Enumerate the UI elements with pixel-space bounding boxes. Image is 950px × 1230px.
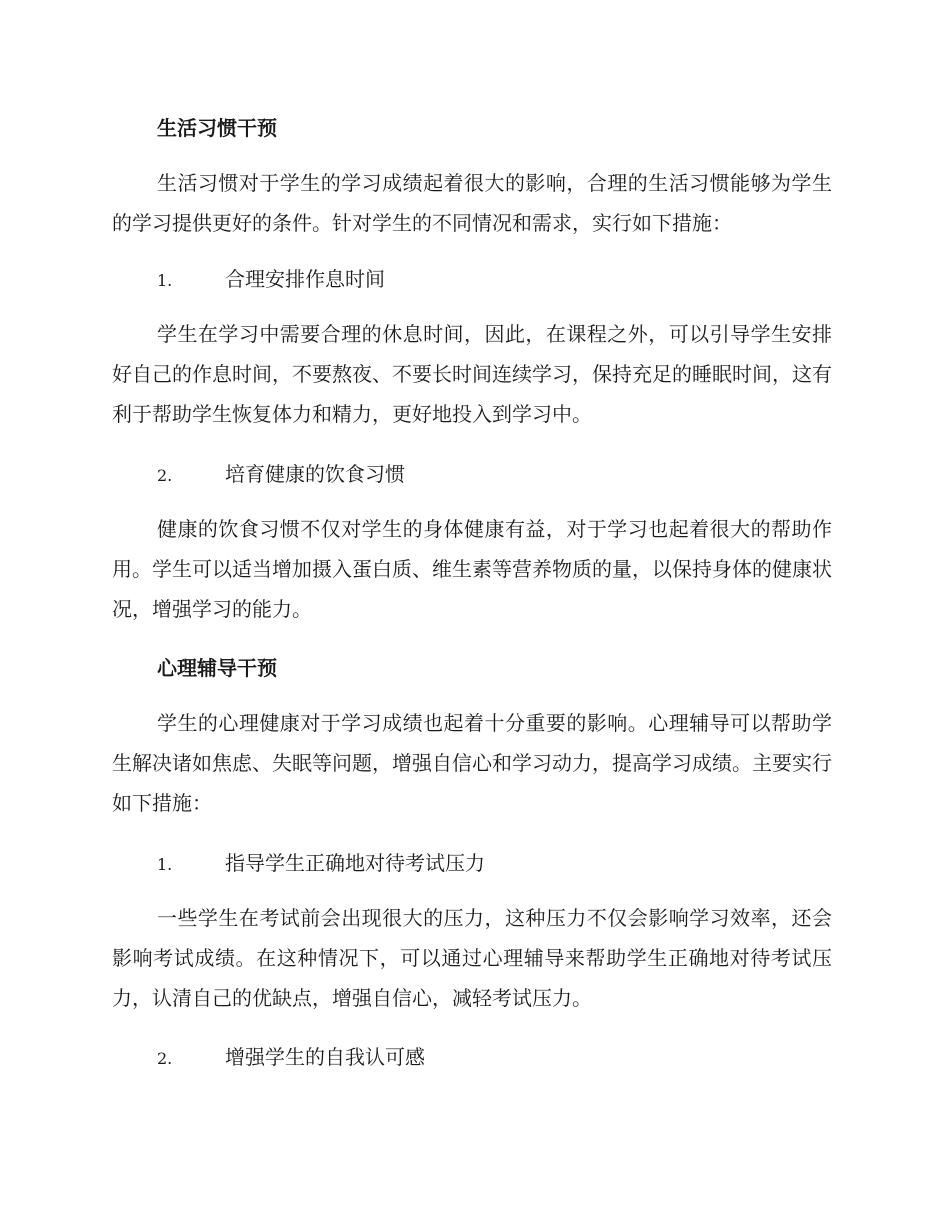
list-item-title: 指导学生正确地对待考试压力 — [225, 851, 485, 875]
list-item-heading — [157, 1043, 425, 1073]
list-item-body-paragraph: 健康的饮食习惯不仅对学生的身体健康有益，对于学习也起着很大的帮助作用。学生可以适当增加摄入蛋白质、维生素等营养物质的量，以保持身体的健康状况，增强学习的能力。 — [112, 517, 832, 621]
list-item-number: 1. — [157, 855, 173, 874]
list-item-number: 1. — [157, 271, 173, 290]
list-item-number: 2. — [157, 466, 173, 485]
list-item-heading — [157, 460, 405, 490]
list-item-heading — [157, 849, 485, 879]
list-item-body-paragraph: 一些学生在考试前会出现很大的压力，这种压力不仅会影响学习效率，还会影响考试成绩。在这种情况下，可以通过心理辅导来帮助学生正确地对待考试压力，认清自己的优缺点，增强自信心，减轻考试压力。 — [112, 906, 832, 1010]
section-intro-paragraph: 学生的心理健康对于学习成绩也起着十分重要的影响。心理辅导可以帮助学生解决诸如焦虑、失眠等问题，增强自信心和学习动力，提高学习成绩。主要实行如下措施： — [112, 711, 832, 815]
list-item-title: 增强学生的自我认可感 — [225, 1045, 425, 1069]
list-item-number: 2. — [157, 1049, 173, 1068]
section-intro-paragraph: 生活习惯对于学生的学习成绩起着很大的影响，合理的生活习惯能够为学生的学习提供更好的条件。针对学生的不同情况和需求，实行如下措施： — [112, 171, 832, 235]
list-item-title: 合理安排作息时间 — [225, 267, 385, 291]
list-item-title: 培育健康的饮食习惯 — [225, 462, 405, 486]
section-heading: 心理辅导干预 — [157, 656, 277, 680]
list-item-body-paragraph: 学生在学习中需要合理的休息时间，因此，在课程之外，可以引导学生安排好自己的作息时间，不要熬夜、不要长时间连续学习，保持充足的睡眠时间，这有利于帮助学生恢复体力和精力，更好地投入到学习中。 — [112, 322, 832, 426]
section-heading: 生活习惯干预 — [157, 116, 277, 140]
list-item-heading — [157, 265, 385, 295]
